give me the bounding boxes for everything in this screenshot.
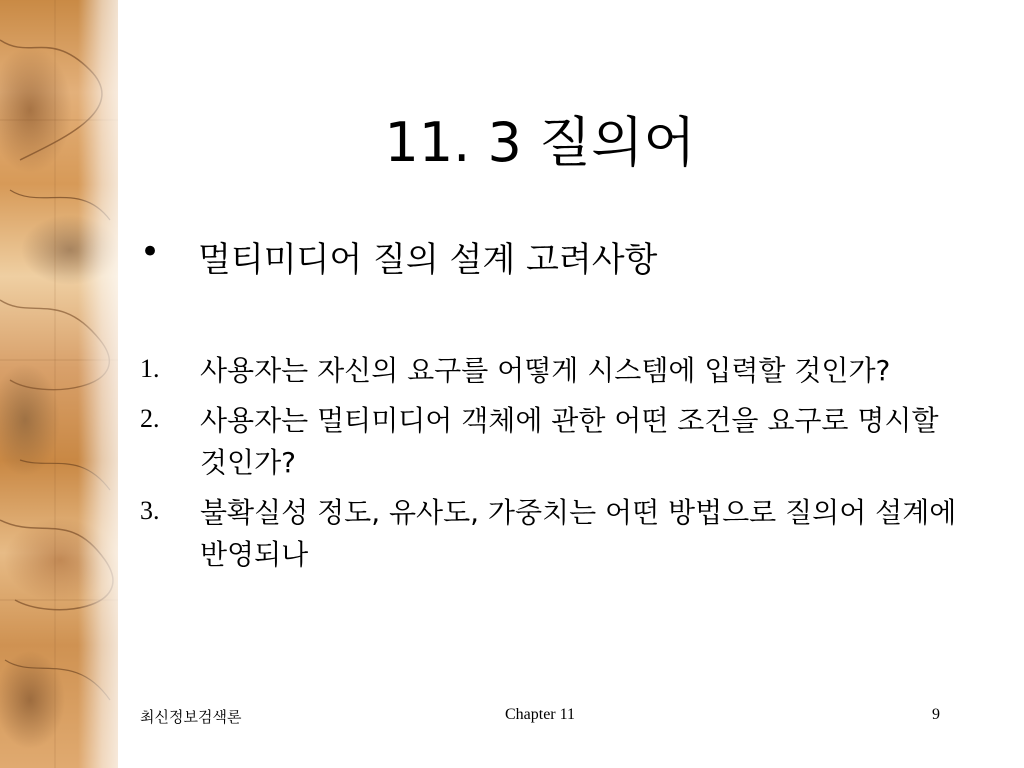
bullet-text: 멀티미디어 질의 설계 고려사항 [198, 240, 658, 280]
list-item [140, 350, 960, 392]
list-item-number: 3. [140, 496, 160, 525]
list-item-text: 불확실성 정도, 유사도, 가중치는 어떤 방법으로 질의어 설계에 반영되나 [200, 496, 957, 571]
footer-course-title: 최신정보검색론 [140, 708, 242, 726]
bullet-symbol: • [140, 232, 161, 272]
list-item-number: 2. [140, 404, 160, 433]
list-item-text: 사용자는 자신의 요구를 어떻게 시스템에 입력할 것인가? [200, 354, 891, 387]
numbered-list [140, 350, 960, 584]
list-item-text: 사용자는 멀티미디어 객체에 관한 어떤 조건을 요구로 명시할 것인가? [200, 404, 939, 479]
list-item [140, 492, 960, 576]
footer-chapter: Chapter 11 [504, 706, 576, 723]
slide-title: 11. 3 질의어 [384, 111, 696, 174]
footer-page-number: 9 [932, 706, 940, 723]
list-item-number: 1. [140, 354, 160, 383]
main-bullet [140, 232, 657, 281]
list-item [140, 400, 960, 484]
map-fade-overlay [78, 0, 138, 768]
